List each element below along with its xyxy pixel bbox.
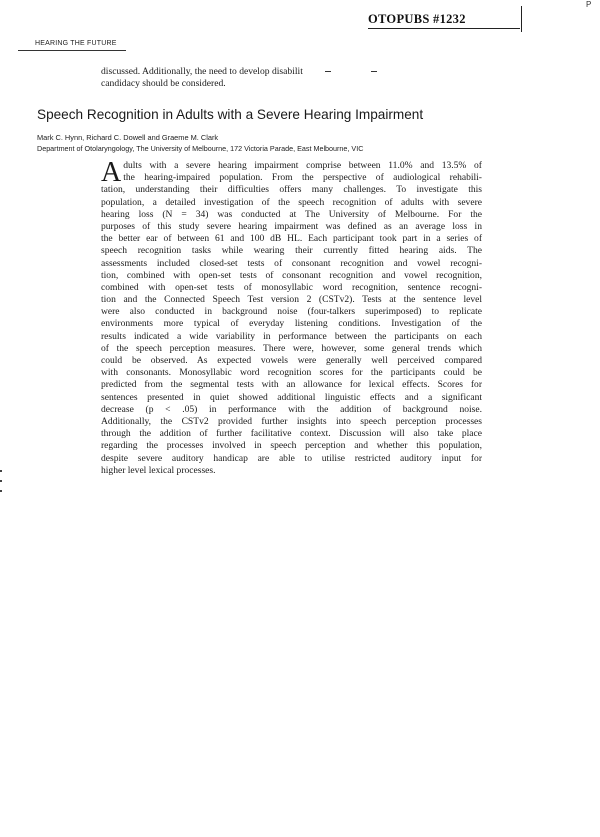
abstract-line: sentences presented in quiet showed additional linguistic effects and a significant xyxy=(101,391,482,403)
abstract-line: assessments included closed-set tests of consonant recognition and vowel recogni- xyxy=(101,257,482,269)
running-head-rule xyxy=(18,50,126,51)
article-title: Speech Recognition in Adults with a Severe Hearing Impairment xyxy=(37,107,424,122)
abstract-line: could be observed. As expected vowels were generally well perceived compared xyxy=(101,355,482,366)
abstract-line: the hearing-impaired population. From the perspective of audiological rehabili- xyxy=(123,172,482,184)
drop-cap: A xyxy=(101,157,122,188)
abstract-line: environments more typical of everyday listening conditions. Investigation of the xyxy=(101,318,482,330)
abstract-line: results indicated a wide variability in performance between the participants on each xyxy=(101,330,482,342)
carryover-text xyxy=(101,66,501,91)
abstract-line: combined with open-set tests of monosyllabic word recognition, sentence recogni- xyxy=(101,281,482,293)
abstract-line: with consonants. Monosyllabic word recognition scores for the participants could be xyxy=(101,367,482,379)
margin-scan-marks xyxy=(0,470,2,500)
abstract-line: of the speech perception measures. There were, however, some general trends which xyxy=(101,342,482,354)
abstract-line: decrease (p < .05) in performance with the addition of background noise. xyxy=(101,403,482,415)
abstract-line: tion, combined with open-set tests of consonant recognition and vowel recognition, xyxy=(101,269,482,281)
article-affiliation: Department of Otolaryngology, The University of Melbourne, 172 Victoria Parade, East Melbourne, VIC xyxy=(37,144,364,153)
abstract-body xyxy=(101,157,482,477)
abstract-line: tation, understanding their difficulties offers many challenges. To investigate this xyxy=(101,184,482,196)
corner-page-mark: P xyxy=(586,0,592,9)
carryover-line-2: candidacy should be considered. xyxy=(101,78,226,90)
running-head: HEARING THE FUTURE xyxy=(35,40,117,47)
abstract-line: despite severe auditory handicap are able to utilise restricted auditory input for xyxy=(101,452,482,464)
abstract-line: tion and the Connected Speech Test version 2 (CSTv2). Tests at the sentence level xyxy=(101,294,482,306)
abstract-line: were also conducted in background noise (four-talkers superimposed) to replicate xyxy=(101,306,482,318)
abstract-line: Additionally, the CSTv2 provided further insights into speech perception processes xyxy=(101,415,482,427)
abstract-line: regarding the processes involved in speech perception and whether this population, xyxy=(101,440,482,452)
stamp-divider xyxy=(521,6,522,32)
abstract-line: dults with a severe hearing impairment comprise between 11.0% and 13.5% of xyxy=(123,160,482,171)
abstract-line: hearing loss (N = 34) was conducted at The University of Melbourne. For the xyxy=(101,208,482,220)
abstract-line: through the addition of further facilitative context. Discussion will also take place xyxy=(101,428,482,440)
carryover-line-1: discussed. Additionally, the need to develop disabilit xyxy=(101,66,303,77)
abstract-line: the better ear of between 61 and 100 dB HL. Each participant took part in a series of xyxy=(101,233,482,245)
abstract-line: purposes of this study severe hearing impairment was defined as an average loss in xyxy=(101,220,482,232)
abstract-line: population, a detailed investigation of the speech recognition of adults with severe xyxy=(101,196,482,208)
abstract-line: higher level lexical processes. xyxy=(101,464,216,476)
abstract-line: speech recognition tasks while wearing their currently fitted hearing aids. The xyxy=(101,245,482,257)
document-stamp: OTOPUBS #1232 xyxy=(368,12,520,29)
article-authors: Mark C. Hynn, Richard C. Dowell and Graeme M. Clark xyxy=(37,133,219,142)
abstract-line: predicted from the segmental tests with an allowance for lexical effects. Scores for xyxy=(101,379,482,391)
